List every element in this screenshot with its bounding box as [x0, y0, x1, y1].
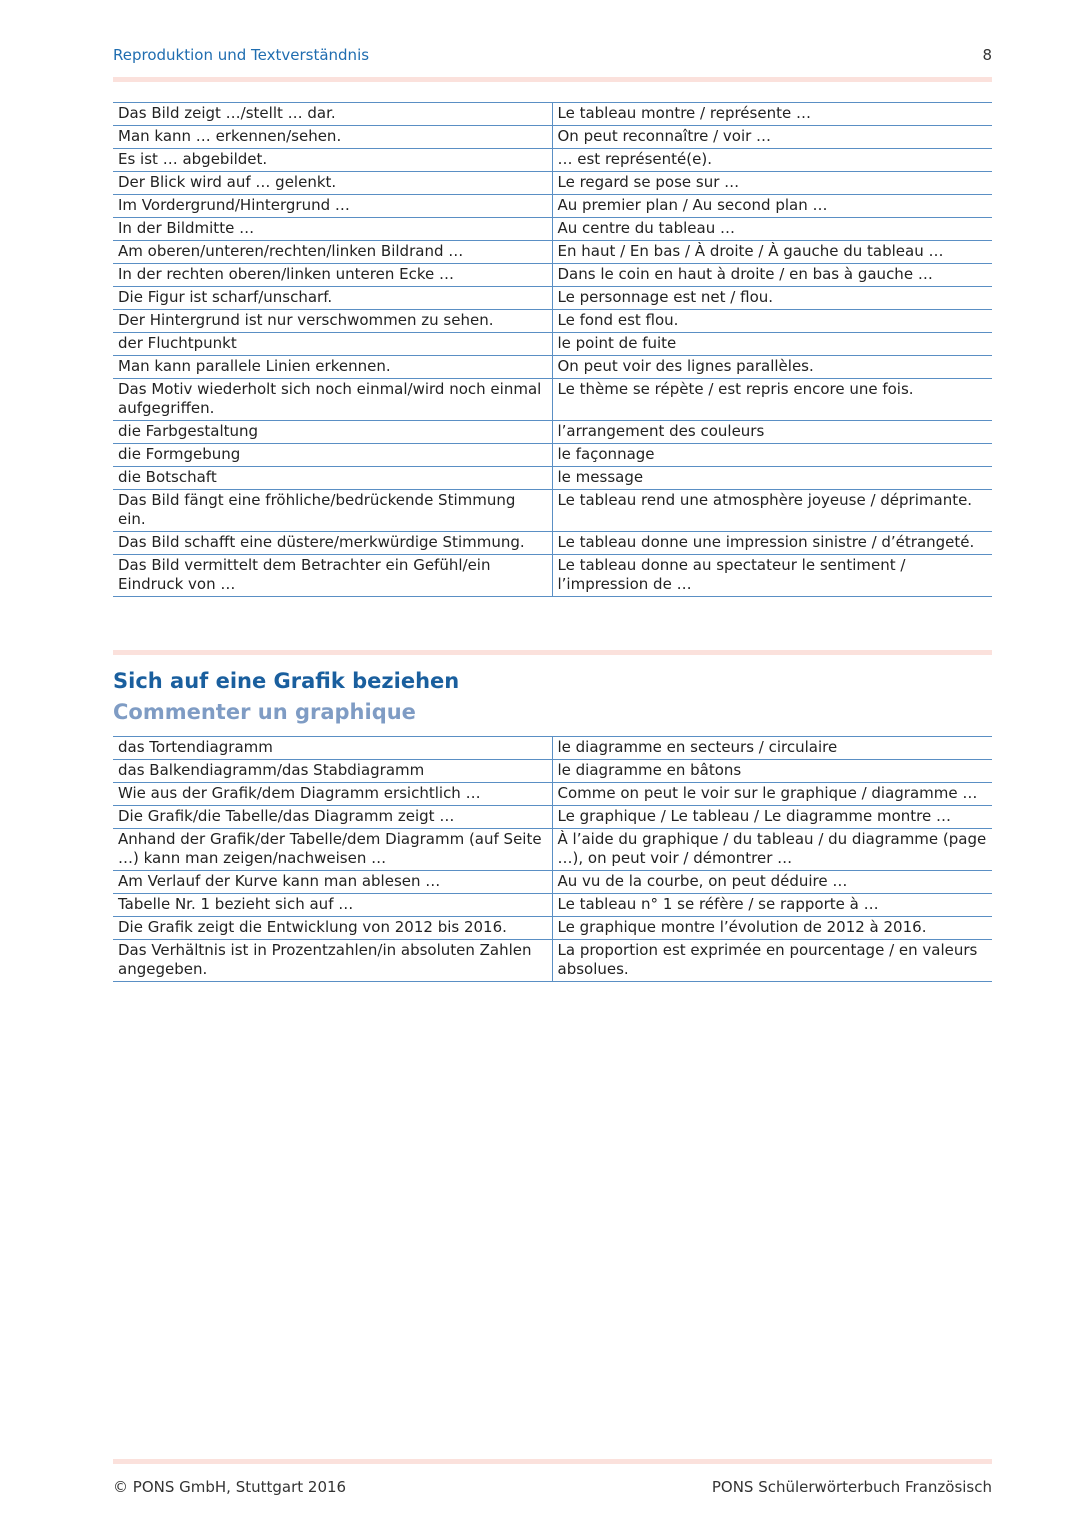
german-term: die Farbgestaltung	[113, 421, 552, 444]
table-row	[113, 356, 992, 379]
footer-book-title: PONS Schülerwörterbuch Französisch	[711, 1478, 992, 1496]
french-term: Au vu de la courbe, on peut déduire …	[552, 871, 992, 894]
french-term: le message	[552, 467, 992, 490]
german-term: Die Grafik zeigt die Entwicklung von 2012 bis 2016.	[113, 917, 552, 940]
french-term: … est représenté(e).	[552, 149, 992, 172]
vocab-table-graphic	[113, 736, 992, 982]
french-term: le diagramme en secteurs / circulaire	[552, 737, 992, 760]
french-term: Le graphique / Le tableau / Le diagramme montre …	[552, 806, 992, 829]
german-term: Die Figur ist scharf/unscharf.	[113, 287, 552, 310]
table-row	[113, 103, 992, 126]
french-term: En haut / En bas / À droite / À gauche du tableau …	[552, 241, 992, 264]
table-row	[113, 467, 992, 490]
footer-copyright: © PONS GmbH, Stuttgart 2016	[113, 1478, 347, 1496]
german-term: Man kann … erkennen/sehen.	[113, 126, 552, 149]
table-row	[113, 940, 992, 982]
french-term: La proportion est exprimée en pourcentage / en valeurs absolues.	[552, 940, 992, 982]
table-row	[113, 149, 992, 172]
french-term: Le tableau rend une atmosphère joyeuse / déprimante.	[552, 490, 992, 532]
german-term: die Botschaft	[113, 467, 552, 490]
french-term: Le personnage est net / flou.	[552, 287, 992, 310]
german-term: Im Vordergrund/Hintergrund …	[113, 195, 552, 218]
table-row	[113, 195, 992, 218]
french-term: le point de fuite	[552, 333, 992, 356]
german-term: Die Grafik/die Tabelle/das Diagramm zeigt …	[113, 806, 552, 829]
german-term: das Tortendiagramm	[113, 737, 552, 760]
german-term: Am Verlauf der Kurve kann man ablesen …	[113, 871, 552, 894]
table-row	[113, 871, 992, 894]
table-row	[113, 310, 992, 333]
german-term: Das Verhältnis ist in Prozentzahlen/in absoluten Zahlen angegeben.	[113, 940, 552, 982]
page-header	[113, 44, 992, 68]
french-term: Comme on peut le voir sur le graphique / diagramme …	[552, 783, 992, 806]
german-term: In der Bildmitte …	[113, 218, 552, 241]
german-term: Das Motiv wiederholt sich noch einmal/wird noch einmal aufgegriffen.	[113, 379, 552, 421]
german-term: Das Bild vermittelt dem Betrachter ein Gefühl/ein Eindruck von …	[113, 555, 552, 597]
table-row	[113, 532, 992, 555]
footer-divider	[113, 1459, 992, 1464]
table-row	[113, 806, 992, 829]
french-term: À l’aide du graphique / du tableau / du diagramme (page …), on peut voir / démontrer …	[552, 829, 992, 871]
table-row	[113, 917, 992, 940]
french-term: On peut reconnaître / voir …	[552, 126, 992, 149]
table-row	[113, 490, 992, 532]
table-row	[113, 421, 992, 444]
table-row	[113, 379, 992, 421]
german-term: der Fluchtpunkt	[113, 333, 552, 356]
section-subtitle: Commenter un graphique	[113, 700, 416, 724]
vocab-table-image	[113, 102, 992, 597]
french-term: le façonnage	[552, 444, 992, 467]
french-term: Au premier plan / Au second plan …	[552, 195, 992, 218]
german-term: Wie aus der Grafik/dem Diagramm ersichtlich …	[113, 783, 552, 806]
header-title: Reproduktion und Textverständnis	[113, 46, 370, 64]
table-row	[113, 555, 992, 597]
table-row	[113, 760, 992, 783]
table-row	[113, 264, 992, 287]
table-row	[113, 126, 992, 149]
french-term: Le thème se répète / est repris encore une fois.	[552, 379, 992, 421]
german-term: Das Bild zeigt …/stellt … dar.	[113, 103, 552, 126]
table-row	[113, 287, 992, 310]
german-term: die Formgebung	[113, 444, 552, 467]
french-term: Dans le coin en haut à droite / en bas à gauche …	[552, 264, 992, 287]
german-term: Der Hintergrund ist nur verschwommen zu sehen.	[113, 310, 552, 333]
section-divider	[113, 650, 992, 655]
german-term: Das Bild schafft eine düstere/merkwürdige Stimmung.	[113, 532, 552, 555]
table-row	[113, 829, 992, 871]
french-term: Le tableau donne une impression sinistre / d’étrangeté.	[552, 532, 992, 555]
french-term: Le fond est flou.	[552, 310, 992, 333]
table-row	[113, 783, 992, 806]
german-term: Es ist … abgebildet.	[113, 149, 552, 172]
french-term: le diagramme en bâtons	[552, 760, 992, 783]
french-term: Le regard se pose sur …	[552, 172, 992, 195]
table-row	[113, 894, 992, 917]
french-term: Le tableau donne au spectateur le sentiment / l’impression de …	[552, 555, 992, 597]
german-term: Das Bild fängt eine fröhliche/bedrückende Stimmung ein.	[113, 490, 552, 532]
german-term: Anhand der Grafik/der Tabelle/dem Diagramm (auf Seite …) kann man zeigen/nachweisen …	[113, 829, 552, 871]
french-term: Le graphique montre l’évolution de 2012 à 2016.	[552, 917, 992, 940]
german-term: In der rechten oberen/linken unteren Ecke …	[113, 264, 552, 287]
table-row	[113, 444, 992, 467]
german-term: Man kann parallele Linien erkennen.	[113, 356, 552, 379]
french-term: l’arrangement des couleurs	[552, 421, 992, 444]
table-row	[113, 172, 992, 195]
page-number: 8	[982, 46, 992, 64]
table-row	[113, 737, 992, 760]
french-term: On peut voir des lignes parallèles.	[552, 356, 992, 379]
german-term: Der Blick wird auf … gelenkt.	[113, 172, 552, 195]
german-term: das Balkendiagramm/das Stabdiagramm	[113, 760, 552, 783]
german-term: Am oberen/unteren/rechten/linken Bildrand …	[113, 241, 552, 264]
french-term: Le tableau montre / représente …	[552, 103, 992, 126]
german-term: Tabelle Nr. 1 bezieht sich auf …	[113, 894, 552, 917]
table-row	[113, 333, 992, 356]
section-title: Sich auf eine Grafik beziehen	[113, 669, 460, 693]
header-divider	[113, 77, 992, 82]
table-row	[113, 218, 992, 241]
french-term: Le tableau n° 1 se réfère / se rapporte à …	[552, 894, 992, 917]
table-row	[113, 241, 992, 264]
french-term: Au centre du tableau …	[552, 218, 992, 241]
